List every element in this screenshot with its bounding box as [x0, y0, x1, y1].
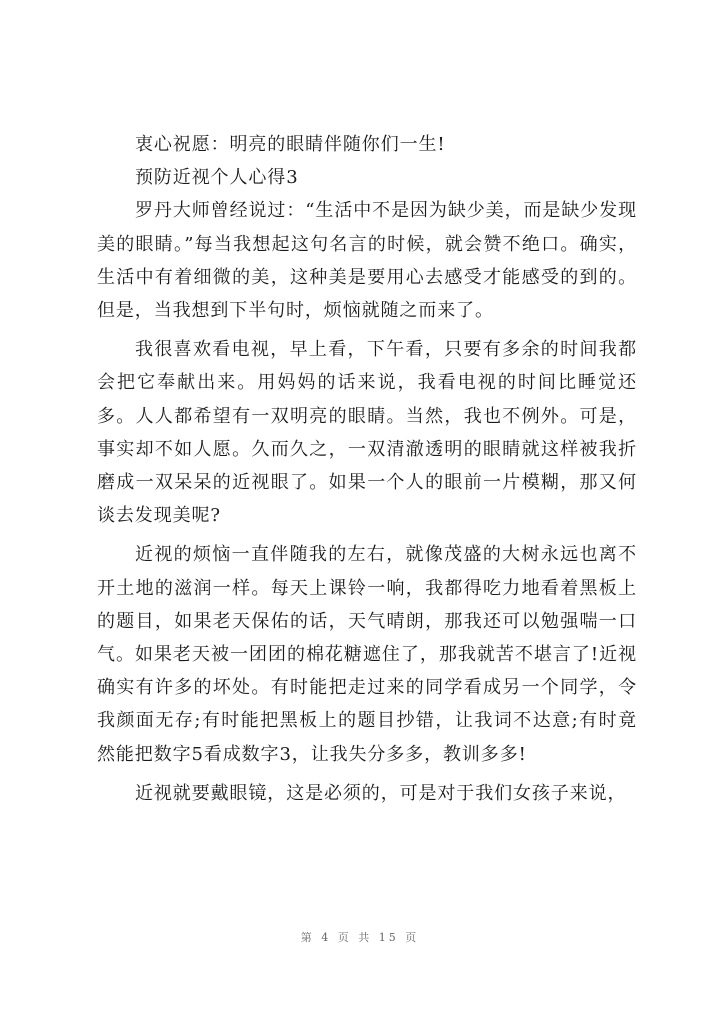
- body-paragraph: 我很喜欢看电视，早上看，下午看，只要有多余的时间我都会把它奉献出来。用妈妈的话来说，我看电视的时间比睡觉还多。人人都希望有一双明亮的眼睛。当然，我也不例外。可是，事实却不如人愿。久而久之，一双清澈透明的眼睛就这样被我折磨成一双呆呆的近视眼了。如果一个人的眼前一片模糊，那又何谈去发现美呢?: [97, 339, 637, 527]
- document-body: [97, 128, 637, 810]
- section-heading: 预防近视个人心得3: [135, 167, 299, 189]
- body-paragraph: 近视就要戴眼镜，这是必须的，可是对于我们女孩子来说，: [135, 782, 627, 804]
- closing-wish-paragraph: 衷心祝愿：明亮的眼睛伴随你们一生!: [135, 134, 446, 155]
- body-paragraph: 罗丹大师曾经说过：“生活中不是因为缺少美，而是缺少发现美的眼睛。”每当我想起这句名言的时候，就会赞不绝口。确实，生活中有着细微的美，这种美是要用心去感受才能感受的到的。但是，当我想到下半句时，烦恼就随之而来了。: [97, 200, 637, 322]
- page-number-footer: 第 4 页 共 15 页: [300, 931, 420, 944]
- body-paragraph: 近视的烦恼一直伴随我的左右，就像茂盛的大树永远也离不开土地的滋润一样。每天上课铃一响，我都得吃力地看着黑板上的题目，如果老天保佑的话，天气晴朗，那我还可以勉强喘一口气。如果老天被一团团的棉花糖遮住了，那我就苦不堪言了!近视确实有许多的坏处。有时能把走过来的同学看成另一个同学，令我颜面无存;有时能把黑板上的题目抄错，让我词不达意;有时竟然能把数字5看成数字3，让我失分多多，教训多多!: [97, 544, 637, 765]
